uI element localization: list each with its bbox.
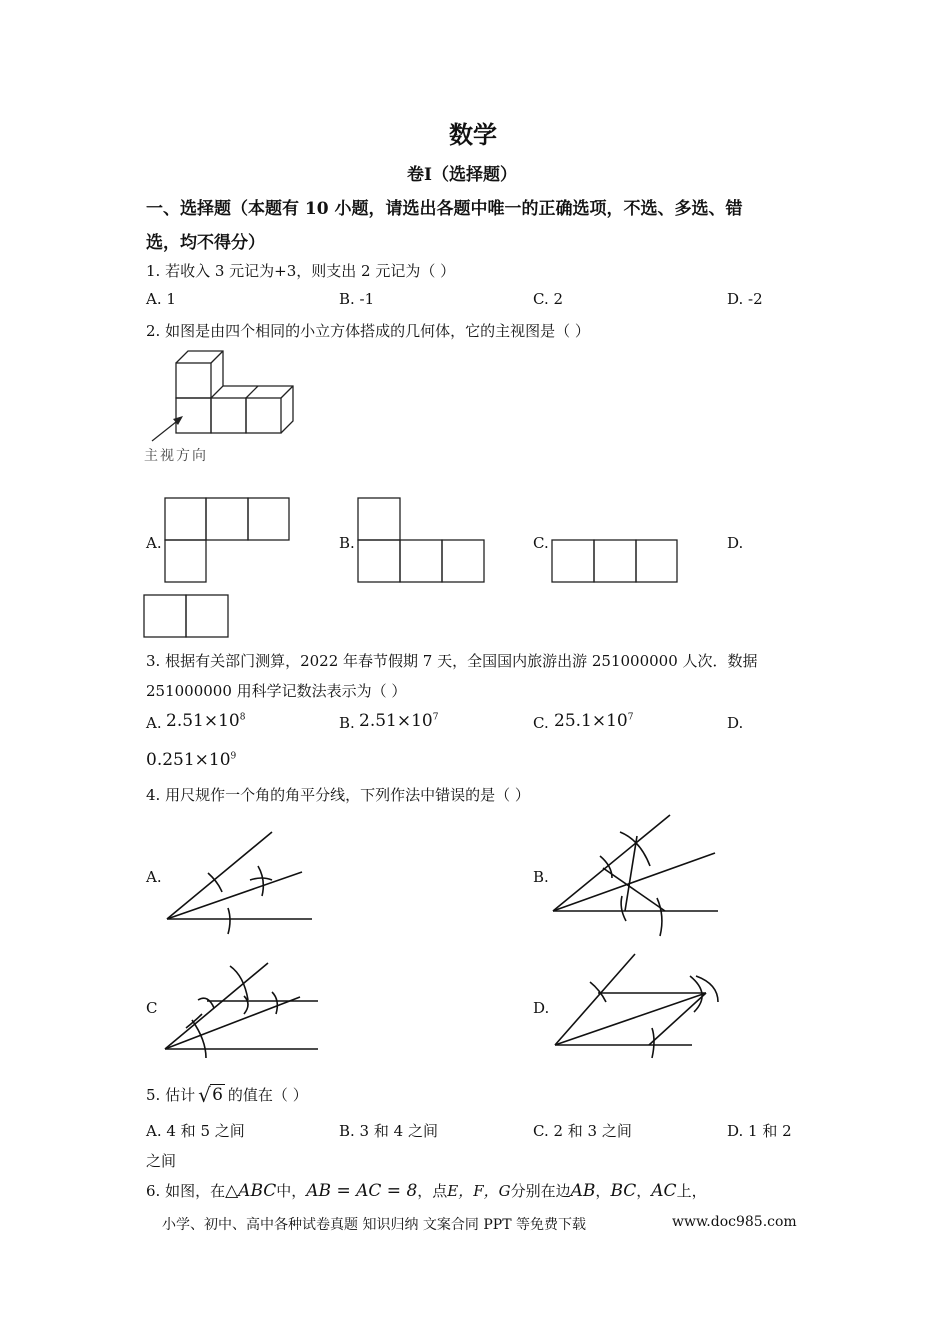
q5-option-a: A. 4 和 5 之间 (146, 1122, 245, 1140)
q1-option-c: C. 2 (533, 290, 564, 308)
q4-option-a-label: A. (146, 868, 162, 886)
q2-option-b-label: B. (339, 534, 355, 552)
q2-option-d-label: D. (727, 534, 744, 552)
q5-radicand: 6 (212, 1085, 223, 1105)
q5-option-d-wrap: 之间 (146, 1152, 177, 1170)
paper-subtitle: 卷Ⅰ（选择题） (407, 165, 517, 185)
q3-option-d-label: D. (727, 714, 744, 732)
question-4-stem: 4. 用尺规作一个角的角平分线，下列作法中错误的是（ ） (146, 786, 530, 804)
q3-option-c-label: C. (533, 714, 549, 732)
question-1-stem: 1. 若收入 3 元记为+3，则支出 2 元记为（ ） (146, 262, 456, 280)
q4-option-b-label: B. (533, 868, 549, 886)
q5-option-c: C. 2 和 3 之间 (533, 1122, 632, 1140)
question-2-stem: 2. 如图是由四个相同的小立方体搭成的几何体，它的主视图是（ ） (146, 322, 590, 340)
q3-option-a-value: $2.51\times 10^8$ (166, 711, 246, 731)
q3-option-a-label: A. (146, 714, 162, 732)
footer-link[interactable]: www.doc985.com (672, 1214, 797, 1230)
q3-option-c-value: $25.1\times 10^7$ (554, 711, 634, 731)
q1-option-b: B. -1 (339, 290, 375, 308)
q4-option-c-label: C (146, 999, 158, 1017)
q3-option-d-value: $0.251\times 10^9$ (146, 750, 237, 770)
q1-option-a: A. 1 (146, 290, 176, 308)
footer-text: 小学、初中、高中各种试卷真题 知识归纳 文案合同 PPT 等免费下载 (162, 1217, 586, 1233)
q3-option-b-value: $2.51\times 10^7$ (359, 711, 439, 731)
section-heading: 一、选择题（本题有 10 小题，请选出各题中唯一的正确选项，不选、多选、错 (146, 199, 743, 219)
q1-option-d: D. -2 (727, 290, 763, 308)
view-direction-label: 主视方向 (144, 448, 208, 464)
q2-option-c-label: C. (533, 534, 549, 552)
q5-option-d: D. 1 和 2 (727, 1122, 792, 1140)
q3-option-b-label: B. (339, 714, 355, 732)
q5-option-b: B. 3 和 4 之间 (339, 1122, 438, 1140)
question-3-stem: 3. 根据有关部门测算，2022 年春节假期 7 天，全国国内旅游出游 251000000 人次．数据 (146, 652, 758, 670)
question-3-stem-cont: 251000000 用科学记数法表示为（ ） (146, 682, 407, 700)
page-title: 数学 (449, 120, 497, 149)
question-6-stem: 6. 如图，在△ABC中，AB = AC = 8，点E，F，G分别在边AB，BC，AC上， (146, 1181, 707, 1201)
section-heading-cont: 选，均不得分） (146, 233, 265, 253)
q4-option-d-label: D. (533, 999, 550, 1017)
q2-option-a-label: A. (146, 534, 162, 552)
question-5-stem: 5. 估计 √ 6 的值在（ ） (146, 1083, 308, 1107)
